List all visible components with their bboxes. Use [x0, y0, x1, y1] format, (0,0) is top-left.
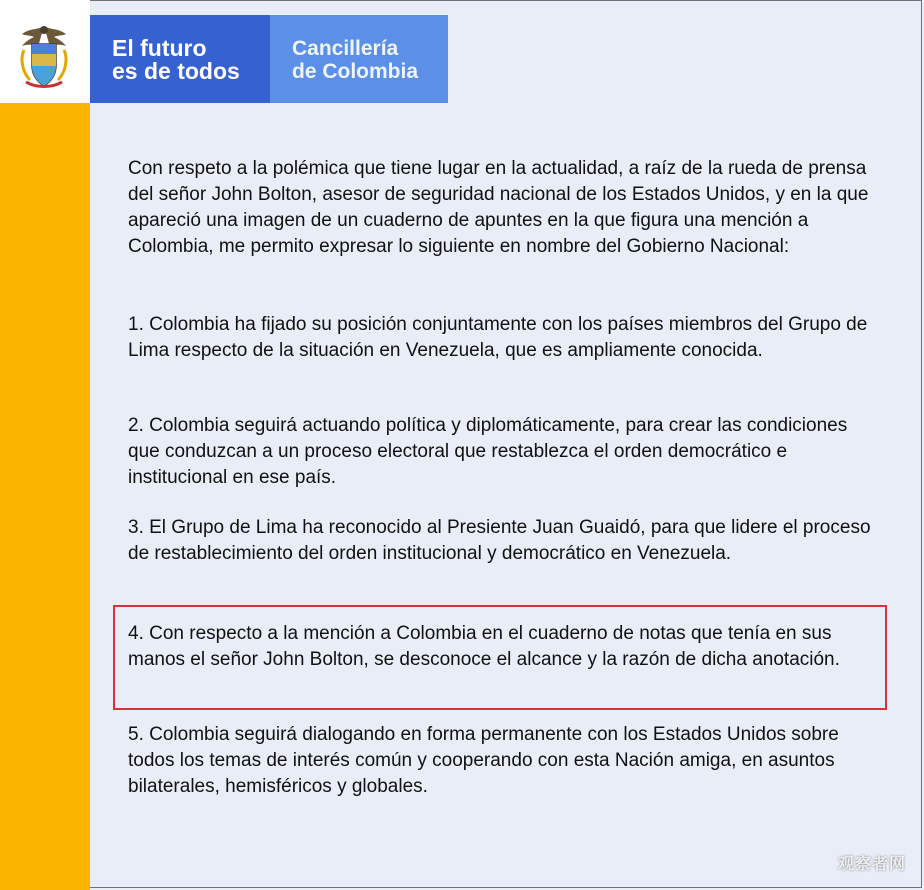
brand-ministry-line1: Cancillería — [292, 37, 399, 60]
brand-ministry — [292, 37, 418, 83]
header-banner — [0, 0, 924, 103]
yellow-side-stripe — [0, 0, 90, 890]
brand-slogan-line2: es de todos — [112, 58, 240, 84]
logo-box — [0, 0, 90, 103]
statement-point-5: 5. Colombia seguirá dialogando en forma permanente con los Estados Unidos sobre todos los temas de interés común y cooperando con esta Nación amiga, en asuntos bilaterales, hemisféricos y globales. — [128, 724, 839, 797]
statement-point-2: 2. Colombia seguirá actuando política y diplomáticamente, para crear las condiciones que conduzcan a un proceso electoral que restablezca el orden democrático e institucional en ese país. — [128, 415, 848, 488]
watermark: 观察者网 — [837, 856, 906, 873]
highlight-box — [113, 605, 887, 710]
statement-point-3: 3. El Grupo de Lima ha reconocido al Presiente Juan Guaidó, para que lidere el proceso de restablecimiento del orden institucional y democrático en Venezuela. — [128, 517, 871, 564]
brand-slogan — [112, 37, 240, 83]
statement-intro-paragraph: Con respeto a la polémica que tiene lugar en la actualidad, a raíz de la rueda de prensa del señor John Bolton, asesor de seguridad nacional de los Estados Unidos, y en la que apareció una imagen de un cuaderno de apuntes en la que figura una mención a Colombia, me permito expresar lo siguiente en nombre del Gobierno Nacional: — [128, 158, 869, 257]
statement-point-1: 1. Colombia ha fijado su posición conjuntamente con los países miembros del Grupo de Lima respecto de la situación en Venezuela, que es ampliamente conocida. — [128, 314, 868, 361]
brand-ministry-line2: de Colombia — [292, 60, 419, 83]
colombia-coat-of-arms-icon — [12, 20, 76, 92]
brand-slogan-line1: El futuro — [112, 35, 207, 61]
statement-point-4: 4. Con respecto a la mención a Colombia en el cuaderno de notas que tenía en sus manos el señor John Bolton, se desconoce el alcance y la razón de dicha anotación. — [128, 623, 840, 670]
